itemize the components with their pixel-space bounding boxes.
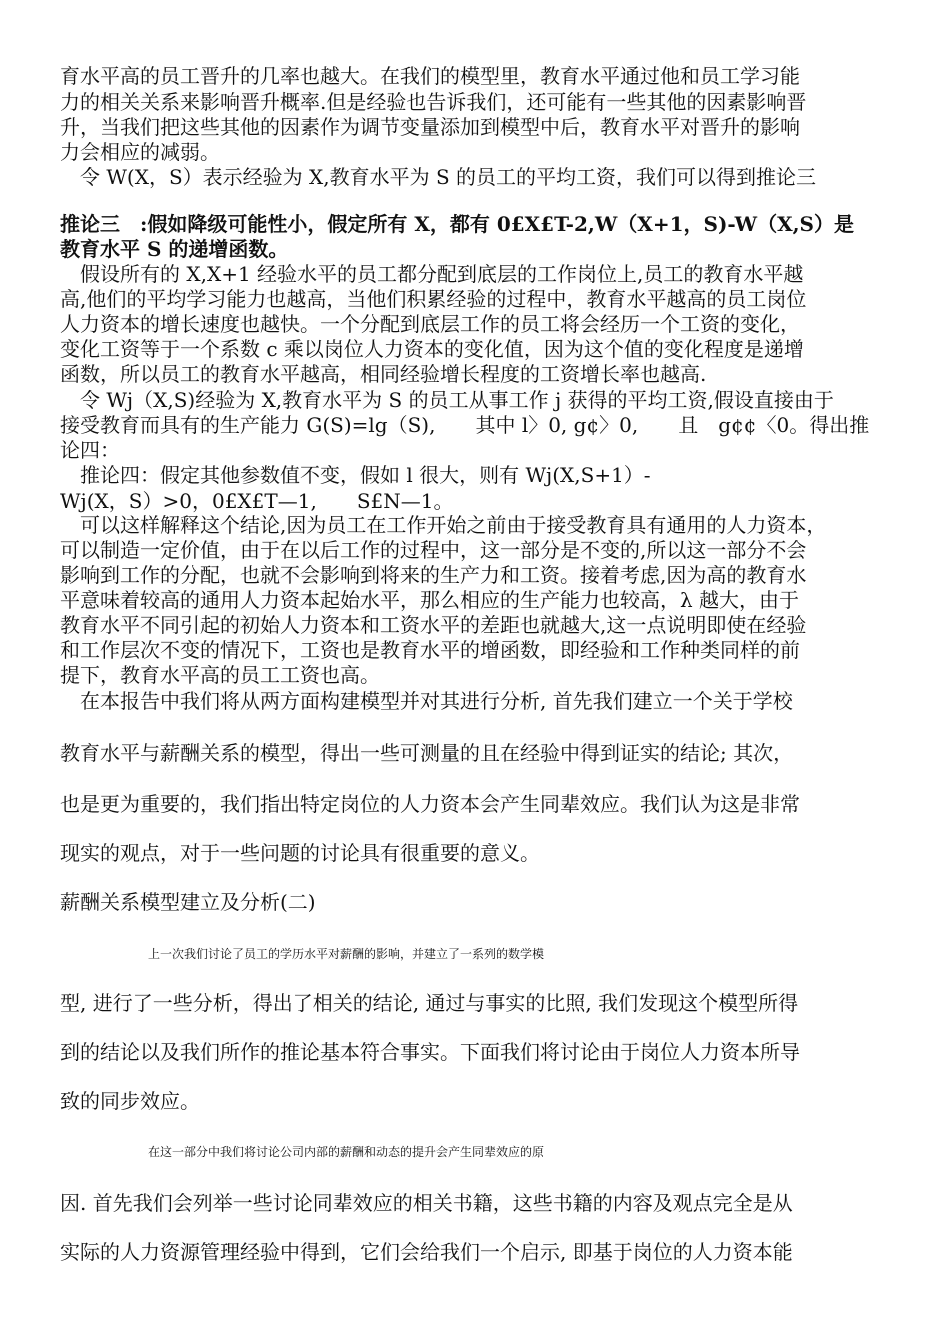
text-line: 教育水平与薪酬关系的模型，得出一些可测量的且在经验中得到证实的结论; 其次， [60,741,794,765]
text-line: 育水平高的员工晋升的几率也越大。在我们的模型里，教育水平通过他和员工学习能 [60,64,800,88]
section-heading: 薪酬关系模型建立及分析(二) [60,890,316,914]
corollary-three-heading: 教育水平 S 的递增函数。 [60,237,289,261]
text-line: 实际的人力资源管理经验中得到，它们会给我们一个启示, 即基于岗位的人力资本能 [60,1240,793,1264]
text-line: 变化工资等于一个系数 c 乘以岗位人力资本的变化值，因为这个值的变化程度是递增 [60,337,804,361]
text-line: 人力资本的增长速度也越快。一个分配到底层工作的员工将会经历一个工资的变化， [60,312,800,336]
text-line: 因. 首先我们会列举一些讨论同辈效应的相关书籍，这些书籍的内容及观点完全是从 [60,1191,793,1215]
text-line: 函数，所以员工的教育水平越高，相同经验增长程度的工资增长率也越高. [60,362,707,386]
text-line: 升，当我们把这些其他的因素作为调节变量添加到模型中后，教育水平对晋升的影响 [60,115,800,139]
text-line: 上一次我们讨论了员工的学历水平对薪酬的影响，并建立了一系列的数学模 [148,947,545,961]
text-line: 令 W(X，S）表示经验为 X,教育水平为 S 的员工的平均工资，我们可以得到推论三 [80,165,817,189]
text-line: 假设所有的 X,X+1 经验水平的员工都分配到底层的工作岗位上,员工的教育水平越 [80,262,804,286]
text-line: 和工作层次不变的情况下，工资也是教育水平的增函数，即经验和工作种类同样的前 [60,638,800,662]
text-line: 影响到工作的分配，也就不会影响到将来的生产力和工资。接着考虑,因为高的教育水 [60,563,807,587]
text-line: 接受教育而具有的生产能力 G(S)=lg（S), 其中 l〉0, g¢〉0, 且 g¢¢〈0。得出推 [60,413,870,437]
text-line: 在这一部分中我们将讨论公司内部的薪酬和动态的提升会产生同辈效应的原 [148,1145,545,1159]
text-line: 可以这样解释这个结论,因为员工在工作开始之前由于接受教育具有通用的人力资本， [80,513,827,537]
text-line: 高,他们的平均学习能力也越高，当他们积累经验的过程中，教育水平越高的员工岗位 [60,287,807,311]
text-line: 到的结论以及我们所作的推论基本符合事实。下面我们将讨论由于岗位人力资本所导 [60,1040,800,1064]
text-line: 在本报告中我们将从两方面构建模型并对其进行分析, 首先我们建立一个关于学校 [80,689,793,713]
text-line: 型, 进行了一些分析，得出了相关的结论, 通过与事实的比照, 我们发现这个模型所得 [60,991,799,1015]
corollary-four: 推论四：假定其他参数值不变，假如 l 很大，则有 Wj(X,S+1）- [80,463,651,487]
text-line: 提下，教育水平高的员工工资也高。 [60,663,380,687]
text-line: 现实的观点，对于一些问题的讨论具有很重要的意义。 [60,841,540,865]
text-line: 力的相关关系来影响晋升概率.但是经验也告诉我们，还可能有一些其他的因素影响晋 [60,90,807,114]
text-line: 论四： [60,438,120,462]
text-line: 也是更为重要的，我们指出特定岗位的人力资本会产生同辈效应。我们认为这是非常 [60,792,800,816]
text-line: 平意味着较高的通用人力资本起始水平，那么相应的生产能力也较高，λ 越大，由于 [60,588,800,612]
text-line: 力会相应的减弱。 [60,140,220,164]
corollary-three-heading: 推论三 :假如降级可能性小，假定所有 X，都有 0£X£T-2,W（X+1，S)-W（X,S）是 [60,212,854,236]
text-line: 可以制造一定价值，由于在以后工作的过程中，这一部分是不变的,所以这一部分不会 [60,538,807,562]
text-line: 致的同步效应。 [60,1089,200,1113]
corollary-four: Wj(X，S）>0，0£X£T—1, S£N—1。 [60,489,454,513]
text-line: 教育水平不同引起的初始人力资本和工资水平的差距也就越大,这一点说明即使在经验 [60,613,807,637]
text-line: 令 Wj（X,S)经验为 X,教育水平为 S 的员工从事工作 j 获得的平均工资,假设直接由于 [80,388,834,412]
